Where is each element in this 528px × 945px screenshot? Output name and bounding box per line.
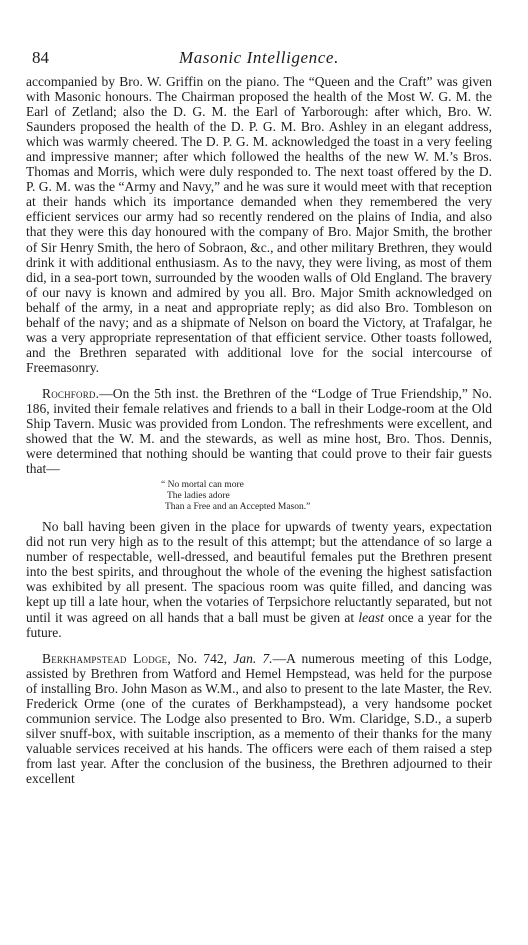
page-header [26, 44, 492, 74]
verse-line-2: The ladies adore [167, 491, 230, 502]
paragraph-ball [26, 519, 492, 639]
verse-quote [161, 480, 492, 513]
lodge-number: No. 742, [170, 650, 234, 666]
running-title: Masonic Intelligence. [179, 48, 339, 67]
ball-text-2: once a year for the future. [26, 609, 492, 640]
page-number: 84 [32, 48, 49, 67]
paragraph-berkhampstead [26, 651, 492, 786]
rochford-text: —On the 5th inst. the Brethren of the “Lodge of True Friendship,” No. 186, invited their female relatives and friends to a ball in their Lodge-room at the Old Ship Tavern. Music was provided from London. The refreshments were excellent, and showed that the W. M. and the stewards, as well as mine host, Bro. Thos. Dennis, were determined that nothing should be wanting that could prove to their fair guests that— [26, 385, 492, 477]
paragraph-rochford [26, 386, 492, 476]
meeting-date: Jan. 7. [233, 650, 273, 666]
rochford-heading: Rochford. [42, 385, 100, 401]
berkhampstead-text: —A numerous meeting of this Lodge, assisted by Brethren from Watford and Hemel Hempstead, was held for the purpose of installing Bro. John Mason as W.M., and also to present to the late Master, the Rev. Frederick Orme (one of the curates of Berkhampstead), a very handsome pocket communion service. The Lodge also presented to Bro. Wm. Claridge, S.D., a superb silver snuff-box, with suitable inscription, as a memento of their thanks for the many valuable services received at his hands. The officers were each of them raised a step from last year. After the conclusion of the business, the Brethren adjourned to their excellent [26, 650, 492, 786]
verse-line-3: Than a Free and an Accepted Mason.” [165, 502, 311, 513]
berkhampstead-heading: Berkhampstead Lodge, [42, 650, 171, 666]
ball-text-1: No ball having been given in the place for upwards of twenty years, expectation did not run very high as to the result of this attempt; but the attendance of so large a number of respectable, well-dressed, and beautiful females put the Brethren present into the best spirits, and throughout the whole of the evening the highest satisfaction was exhibited by all present. The spacious room was quite filled, and dancing was kept up till a late hour, when the votaries of Terpsichore reluctantly separated, but not until it was agreed on all hands that a ball must be given at [26, 519, 492, 625]
ball-emphasis: least [358, 609, 384, 625]
verse-line-1: “ No mortal can more [161, 480, 244, 491]
paragraph-toasts: accompanied by Bro. W. Griffin on the piano. The “Queen and the Craft” was given with Masonic honours. The Chairman proposed the health of the Most W. G. M. the Earl of Zetland; also the D. G. M. the Earl of Yarborough: after which, Bro. W. Saunders proposed the health of the D. P. G. M. Bro. Ashley in an elegant address, which was warmly cheered. The D. P. G. M. acknowledged the toast in a very feeling and impressive manner; after which followed the healths of the new W. M.’s Bros. Thomas and Morris, which were duly responded to. The next toast offered by the D. P. G. M. was the “Army and Navy,” and he was sure it would meet with that reception at their hands which its importance demanded when they remembered the very efficient services our army had so recently rendered on the plains of India, and also that they were this day honoured with the company of Bro. Major Smith, the brother of Sir Henry Smith, the hero of Sobraon, &c., and other military Brethren, they would drink it with additional enthusiasm. As to the navy, they were living, as most of them did, in a sea-port town, surrounded by the wooden walls of Old England. The bravery of our navy is known and admired by you all. Bro. Major Smith acknowledged on behalf of the army, in a neat and appropriate reply; as did also Bro. Tombleson on behalf of the navy; and as a shipmate of Nelson on board the Victory, at Trafalgar, he was a very appropriate representation of that efficient service. Other toasts followed, and the Brethren separated with additional love for the social intercourse of Freemasonry. [26, 74, 492, 375]
book-page [26, 44, 492, 786]
